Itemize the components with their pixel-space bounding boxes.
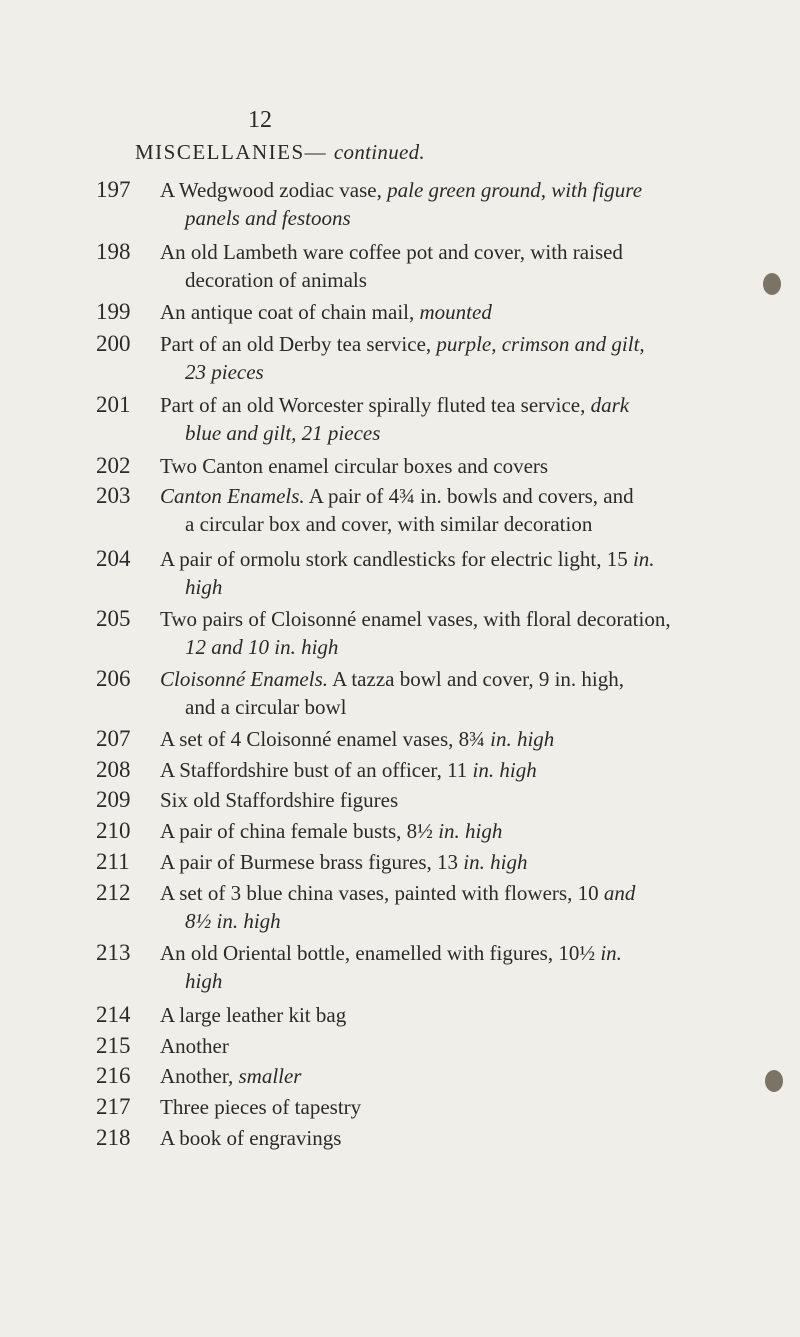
lot-description: Two Canton enamel circular boxes and covers [160,454,549,478]
lot-description: An old Oriental bottle, enamelled with figures, 10½ in. high [160,941,622,993]
ink-spot [763,273,781,295]
lot-number: 210 [96,818,131,843]
lot-number: 199 [96,299,131,324]
lot-description: A large leather kit bag [160,1003,347,1027]
heading-continued: continued. [333,140,425,164]
lot-number: 204 [96,546,131,571]
lot-description: An old Lambeth ware coffee pot and cover, with raised decoration of animals [160,240,623,292]
lot-number: 197 [96,177,131,202]
lot-description: Cloisonné Enamels. A tazza bowl and cover, 9 in. high, and a circular bowl [160,667,624,719]
lot-description: Another [160,1034,229,1058]
section-heading [0,140,560,165]
lot-number: 198 [96,239,131,264]
lot-number: 207 [96,726,131,751]
lot-number: 208 [96,757,131,782]
lot-number: 214 [96,1002,131,1027]
lot-description: An antique coat of chain mail, mounted [160,300,492,324]
lot-description: A pair of china female busts, 8½ in. high [160,819,503,843]
lot-description: A pair of Burmese brass figures, 13 in. high [160,850,528,874]
lot-description: Part of an old Worcester spirally fluted tea service, dark blue and gilt, 21 pieces [160,393,630,445]
lot-number: 215 [96,1033,131,1058]
lot-description: Canton Enamels. A pair of 4¾ in. bowls and covers, and a circular box and cover, with similar decoration [160,484,634,536]
lot-number: 202 [96,453,131,478]
lot-number: 206 [96,666,131,691]
lot-number: 213 [96,940,131,965]
lot-description: Three pieces of tapestry [160,1095,362,1119]
lot-number: 218 [96,1125,131,1150]
lot-number: 201 [96,392,131,417]
lot-description: A set of 4 Cloisonné enamel vases, 8¾ in. high [160,727,555,751]
lot-number: 209 [96,787,131,812]
lot-description: Six old Staffordshire figures [160,788,399,812]
lot-description: A Staffordshire bust of an officer, 11 in. high [160,758,537,782]
lot-description: A book of engravings [160,1126,342,1150]
lot-description: Part of an old Derby tea service, purple, crimson and gilt, 23 pieces [160,332,645,384]
lot-number: 200 [96,331,131,356]
lot-number: 203 [96,483,131,508]
lot-description: Two pairs of Cloisonné enamel vases, with floral decoration, 12 and 10 in. high [160,607,671,659]
lot-description: A Wedgwood zodiac vase, pale green ground, with figure panels and festoons [160,178,643,230]
lot-number: 205 [96,606,131,631]
heading-title: MISCELLANIES— [135,140,328,164]
lot-number: 212 [96,880,131,905]
lot-number: 216 [96,1063,131,1088]
lot-number: 217 [96,1094,131,1119]
ink-spot [765,1070,783,1092]
lot-description: Another, smaller [160,1064,302,1088]
lot-number: 211 [96,849,130,874]
page-number: 12 [248,107,272,133]
lot-description: A pair of ormolu stork candlesticks for electric light, 15 in. high [160,547,655,599]
lot-description: A set of 3 blue china vases, painted with flowers, 10 and 8½ in. high [160,881,636,933]
